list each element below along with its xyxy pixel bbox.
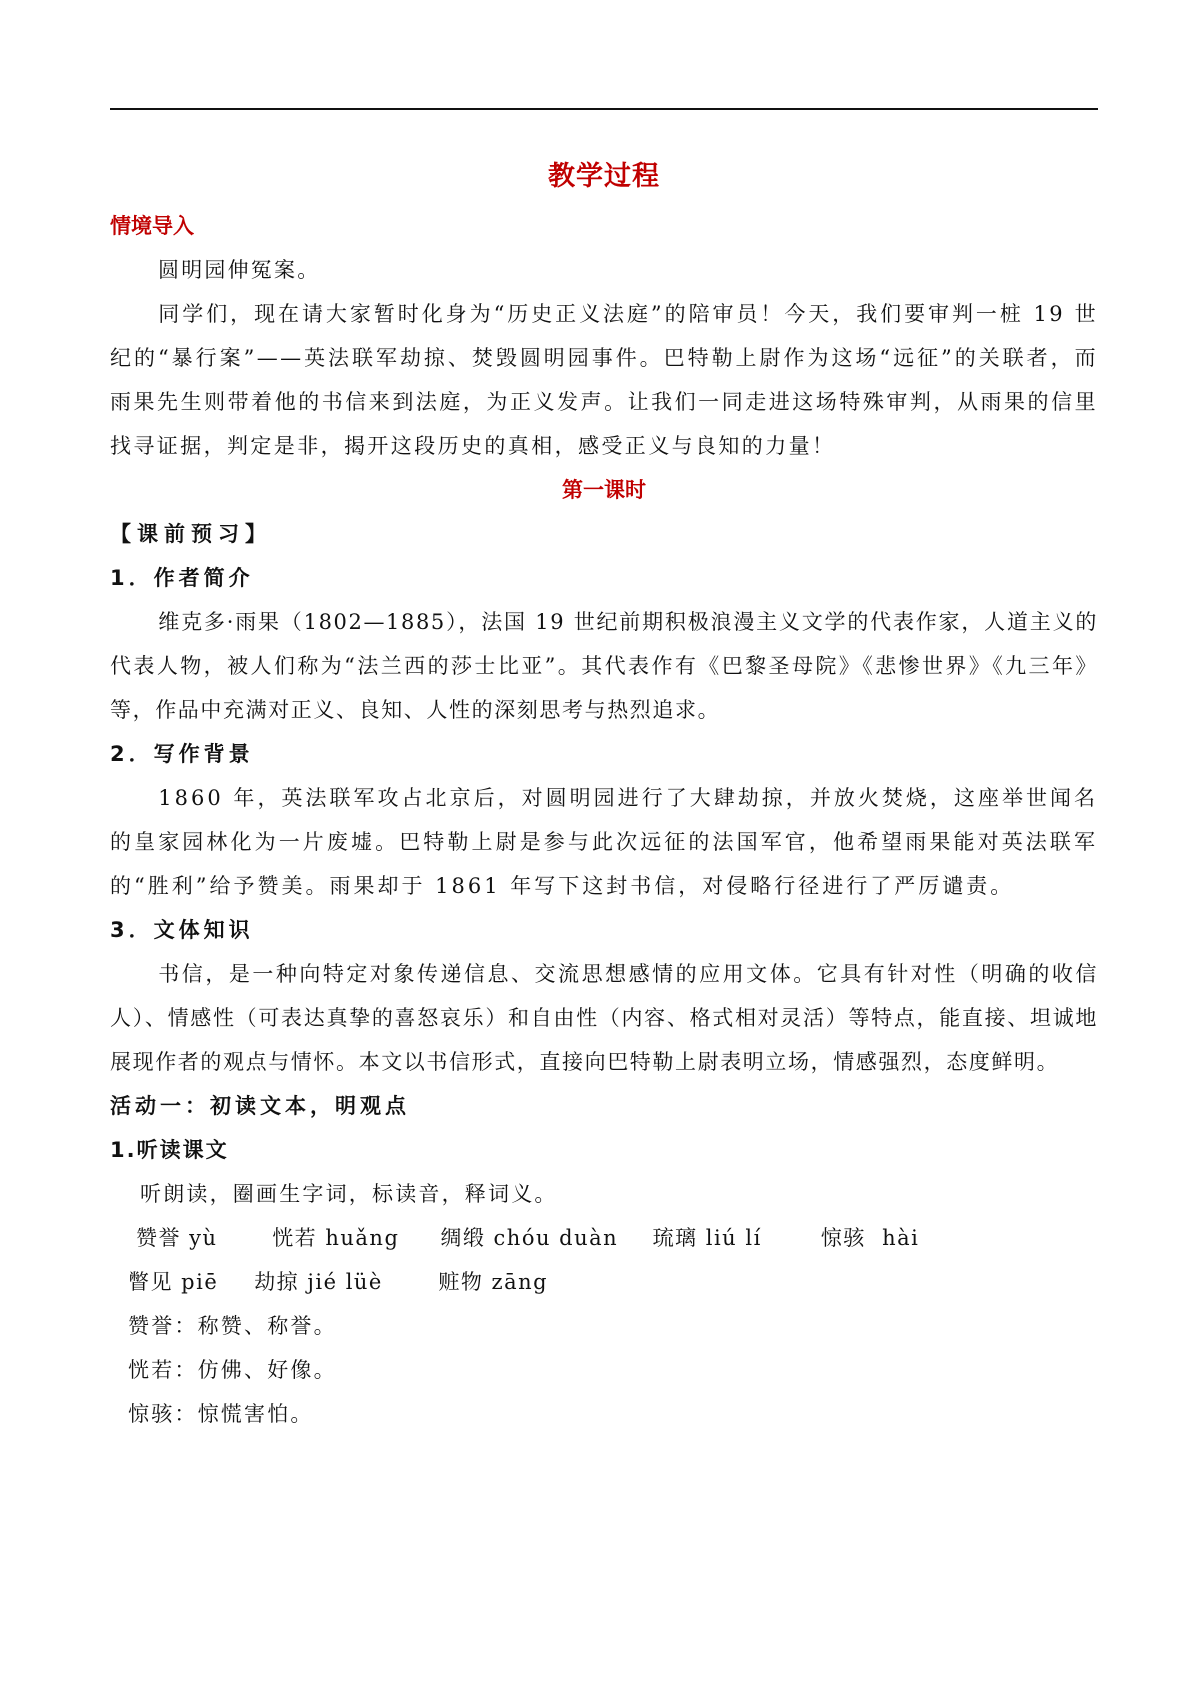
genre-paragraph: 书信，是一种向特定对象传递信息、交流思想感情的应用文体。它具有针对性（明确的收信人）、情感性（可表达真挚的喜怒哀乐）和自由性（内容、格式相对灵活）等特点，能直接、坦诚地展现作者的观点与情怀。本文以书信形式，直接向巴特勒上尉表明立场，情感强烈，态度鲜明。 [110, 962, 1098, 1074]
author-heading: 1．作者简介 [110, 566, 254, 590]
vocab-item: 劫掠 jié lüè [254, 1270, 383, 1294]
definition-2: 恍若：仿佛、好像。 [128, 1358, 337, 1382]
genre-heading: 3．文体知识 [110, 918, 254, 942]
header-rule [110, 108, 1098, 110]
background-paragraph: 1860 年，英法联军攻占北京后，对圆明园进行了大肆劫掠，并放火焚烧，这座举世闻名的皇家园林化为一片废墟。巴特勒上尉是参与此次远征的法国军官，他希望雨果能对英法联军的“胜利”给予赞美。雨果却于 1861 年写下这封书信，对侵略行径进行了严厉谴责。 [110, 786, 1098, 898]
vocab-item: 瞥见 piē [128, 1270, 219, 1294]
definition-3: 惊骇：惊慌害怕。 [128, 1402, 314, 1426]
lesson-heading: 第一课时 [562, 478, 646, 502]
definition-1: 赞誉：称赞、称誉。 [128, 1314, 337, 1338]
background-heading: 2．写作背景 [110, 742, 254, 766]
document-body [110, 150, 1098, 1436]
vocab-item: 绸缎 chóu duàn [440, 1226, 619, 1250]
vocab-item: 惊骇 hài [820, 1226, 920, 1250]
intro-paragraph: 同学们，现在请大家暂时化身为“历史正义法庭”的陪审员！今天，我们要审判一桩 19 世纪的“暴行案”——英法联军劫掠、焚毁圆明园事件。巴特勒上尉作为这场“远征”的关联者，而雨果先生则带着他的书信来到法庭，为正义发声。让我们一同走进这场特殊审判，从雨果的信里找寻证据，判定是非，揭开这段历史的真相，感受正义与良知的力量！ [110, 302, 1098, 458]
vocab-item: 赞誉 yù [136, 1226, 218, 1250]
vocab-row-1 [110, 1216, 1098, 1260]
vocab-item: 赃物 zāng [438, 1270, 549, 1294]
vocab-row-2 [110, 1260, 1098, 1304]
section-heading-intro: 情境导入 [110, 214, 194, 238]
author-paragraph: 维克多·雨果（1802—1885），法国 19 世纪前期积极浪漫主义文学的代表作家，人道主义的代表人物，被人们称为“法兰西的莎士比亚”。其代表作有《巴黎圣母院》《悲惨世界》《九三年》等，作品中充满对正义、良知、人性的深刻思考与热烈追求。 [110, 610, 1098, 722]
page-title: 教学过程 [548, 161, 660, 192]
vocab-item: 琉璃 liú lí [652, 1226, 762, 1250]
activity-instruction: 听朗读，圈画生字词，标读音，释词义。 [140, 1182, 558, 1206]
preview-heading: 【课前预习】 [110, 522, 272, 546]
intro-line: 圆明园伸冤案。 [158, 258, 321, 282]
activity-heading: 活动一：初读文本，明观点 [110, 1094, 410, 1118]
vocab-item: 恍若 huǎng [272, 1226, 400, 1250]
activity-subheading: 1.听读课文 [110, 1138, 229, 1162]
